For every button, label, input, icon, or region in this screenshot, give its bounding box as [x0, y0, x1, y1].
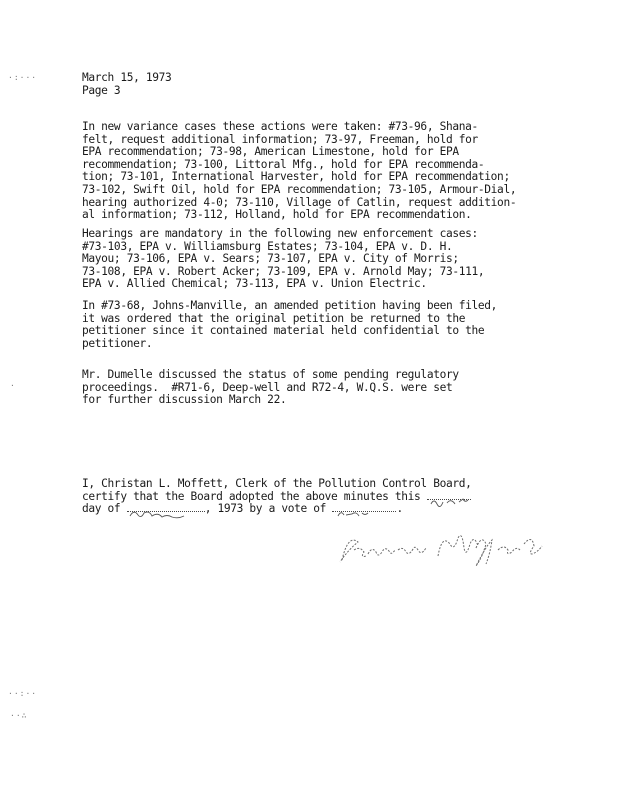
paragraph-line: petitioner.: [82, 336, 153, 350]
paragraph-line: 73-102, Swift Oil, hold for EPA recommendation; 73-105, Armour-Dial,: [82, 182, 517, 196]
certification-day-of: day of: [82, 502, 121, 516]
dumelle-paragraph: [82, 369, 582, 407]
johns-manville-paragraph: [82, 300, 582, 350]
paragraph-line: 73-108, EPA v. Robert Acker; 73-109, EPA v. Arnold May; 73-111,: [82, 264, 485, 278]
paragraph-line: it was ordered that the original petition be returned to the: [82, 311, 466, 325]
header-page-number: Page 3: [82, 83, 121, 97]
clerk-signature: [328, 520, 568, 580]
paragraph-line: Hearings are mandatory in the following new enforcement cases:: [82, 227, 478, 240]
certification-line-2-text: certify that the Board adopted the above minutes this: [82, 489, 421, 503]
paragraph-line: EPA v. Allied Chemical; 73-113, EPA v. Union Electric.: [82, 277, 427, 291]
certification-line-2: [82, 491, 582, 504]
handwritten-vote-field: [332, 511, 396, 512]
signature-image: [328, 520, 568, 576]
handwritten-month-scribble: [127, 507, 205, 521]
paragraph-line: Mr. Dumelle discussed the status of some pending regulatory: [82, 368, 459, 381]
certification-line-1: I, Christan L. Moffett, Clerk of the Pollution Control Board,: [82, 477, 472, 490]
paragraph-line: EPA recommendation; 73-98, American Limestone, hold for EPA: [82, 145, 459, 159]
paragraph-line: felt, request additional information; 73-97, Freeman, hold for: [82, 132, 478, 146]
paragraph-line: proceedings. #R71-6, Deep-well and R72-4, W.Q.S. were set: [82, 380, 453, 394]
paragraph-line: Mayou; 73-106, EPA v. Sears; 73-107, EPA v. City of Morris;: [82, 252, 459, 266]
header-date: March 15, 1973: [82, 71, 172, 84]
paragraph-line: al information; 73-112, Holland, hold for EPA recommendation.: [82, 208, 472, 222]
paragraph-line: recommendation; 73-100, Littoral Mfg., hold for EPA recommenda-: [82, 157, 485, 171]
margin-mark-top: ·:···: [8, 73, 38, 82]
certification-period: .: [396, 502, 403, 516]
margin-mark-bottom-2: ··∴: [10, 711, 28, 720]
certification-line-3: [82, 503, 582, 516]
hearings-paragraph: [82, 228, 582, 291]
handwritten-day-scribble: [427, 495, 471, 509]
paragraph-line: for further discussion March 22.: [82, 393, 287, 407]
handwritten-month-field: [127, 511, 205, 512]
margin-mark-mid: .: [10, 379, 16, 388]
variance-cases-paragraph: [82, 121, 582, 222]
paragraph-line: tion; 73-101, International Harvester, hold for EPA recommendation;: [82, 170, 510, 184]
paragraph-line: In new variance cases these actions were taken: #73-96, Shana-: [82, 120, 478, 133]
paragraph-line: petitioner since it contained material held confidential to the: [82, 324, 485, 338]
paragraph-line: hearing authorized 4-0; 73-110, Village of Catlin, request addition-: [82, 195, 517, 209]
certification-year-vote: , 1973 by a vote of: [204, 502, 327, 516]
page-header: [82, 72, 171, 97]
handwritten-day-field: [427, 499, 471, 500]
margin-mark-bottom: ··:··: [8, 689, 38, 698]
paragraph-line: #73-103, EPA v. Williamsburg Estates; 73-104, EPA v. D. H.: [82, 239, 453, 253]
certification-paragraph: [82, 478, 582, 516]
paragraph-line: In #73-68, Johns-Manville, an amended petition having been filed,: [82, 299, 498, 312]
